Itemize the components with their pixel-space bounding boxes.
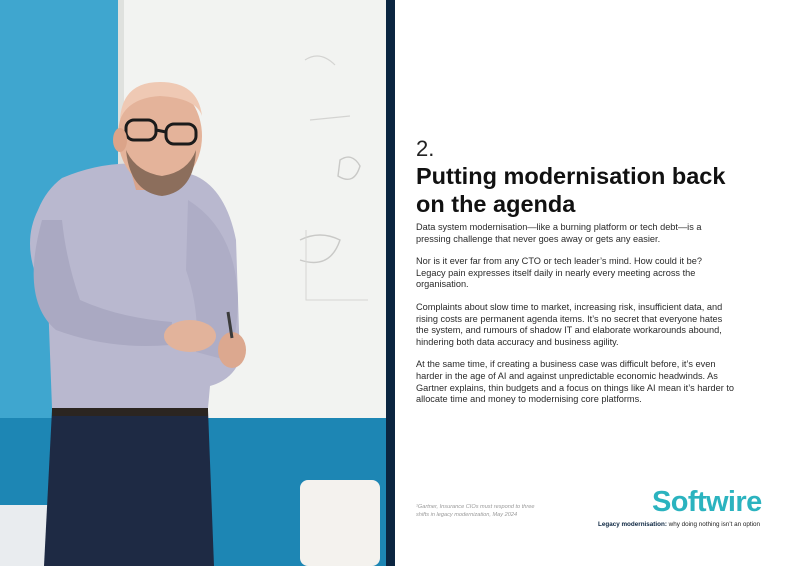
- tagline-rest: why doing nothing isn’t an option: [666, 521, 761, 528]
- body-paragraph: At the same time, if creating a business case was difficult before, it’s even harder in the age of AI and against unpredictable economic headwinds. As Gartner explains, thin budgets and a focus on things like AI mean it’s harder to allocate time and money to modernising core platforms.: [416, 359, 735, 405]
- section-number: 2.: [416, 136, 435, 161]
- footer-tagline: [598, 521, 760, 528]
- softwire-logo: Softwire: [652, 486, 762, 518]
- body-paragraph: Complaints about slow time to market, increasing risk, insufficient data, and rising costs are permanent agenda items. It’s no secret that everyone hates the system, and rumours of shadow IT and elaborate workarounds abound, hindering both data accuracy and business agility.: [416, 301, 723, 347]
- footnote: ¹Gartner, Insurance CIOs must respond to three shifts in legacy modernization, May 2024: [416, 504, 535, 518]
- article-body: [416, 222, 734, 417]
- section-title: Putting modernisation back on the agenda: [416, 163, 726, 217]
- navy-divider: [386, 0, 395, 566]
- presenter-photo: [0, 0, 386, 566]
- body-paragraph: Data system modernisation—like a burning platform or tech debt—is a pressing challenge that never goes away or gets any easier.: [416, 222, 702, 244]
- body-paragraph: Nor is it ever far from any CTO or tech leader’s mind. How could it be? Legacy pain expresses itself daily in nearly every meeting across the organisation.: [416, 256, 702, 290]
- tagline-bold: Legacy modernisation:: [598, 521, 667, 528]
